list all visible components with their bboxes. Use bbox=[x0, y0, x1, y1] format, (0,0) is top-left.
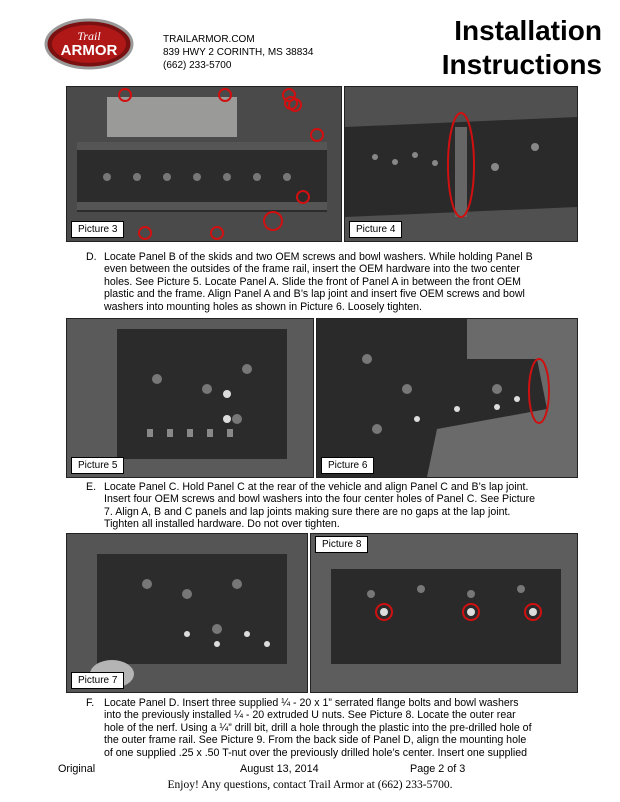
svg-text:Trail: Trail bbox=[77, 29, 101, 43]
picture-5-photo bbox=[66, 318, 314, 478]
company-phone: (662) 233-5700 bbox=[163, 60, 232, 71]
svg-text:ARMOR: ARMOR bbox=[60, 42, 118, 59]
step-f-letter: F. bbox=[86, 697, 95, 709]
step-d bbox=[86, 251, 586, 315]
footer-original: Original bbox=[58, 763, 96, 775]
company-info bbox=[163, 33, 313, 72]
picture-3-caption: Picture 3 bbox=[71, 221, 124, 238]
footer-contact: Enjoy! Any questions, contact Trail Armor at (662) 233-5700. bbox=[167, 779, 453, 791]
step-f-text: Locate Panel D. Insert three supplied ¼ - 20 x 1” serrated flange bolts and bowl washers into the previously installed ¼ - 20 extruded U nuts. See Picture 8. Locate the outer rear hole of the nerf. Using a ¼” drill bit, drill a hole through the plastic into the pre-drilled hole of the outer frame rail. See Picture 9. From the back side of Panel D, align the mounting hole of one supplied .25 x .50 T-nut over the previously drilled hole’s center. Insert one supplied bbox=[104, 697, 532, 759]
picture-7-caption: Picture 7 bbox=[71, 672, 124, 689]
company-website: TRAILARMOR.COM bbox=[163, 34, 255, 45]
picture-8-caption: Picture 8 bbox=[315, 536, 368, 553]
step-f bbox=[86, 697, 586, 761]
step-d-letter: D. bbox=[86, 251, 97, 263]
footer-page: Page 2 of 3 bbox=[410, 763, 466, 775]
company-address: 839 HWY 2 CORINTH, MS 38834 bbox=[163, 47, 314, 58]
picture-7-photo bbox=[66, 533, 308, 693]
trail-armor-logo bbox=[44, 18, 134, 70]
picture-6-photo bbox=[316, 318, 578, 478]
picture-3-photo bbox=[66, 86, 342, 242]
step-e bbox=[86, 481, 586, 533]
picture-6-caption: Picture 6 bbox=[321, 457, 374, 474]
picture-4-caption: Picture 4 bbox=[349, 221, 402, 238]
footer-date: August 13, 2014 bbox=[240, 763, 319, 775]
picture-8-photo bbox=[310, 533, 578, 693]
picture-5-caption: Picture 5 bbox=[71, 457, 124, 474]
step-d-text: Locate Panel B of the skids and two OEM screws and bowl washers. While holding Panel B even between the outsides of the frame rail, insert the OEM hardware into the two center holes. See Picture 5. Locate Panel A. Slide the front of Panel A in between the front OEM plastic and the frame. Align Panel A and B’s lap joint and insert five OEM screws and bowl washers into mounting holes as shown in Picture 6. Loosely tighten. bbox=[104, 251, 533, 313]
picture-4-photo bbox=[344, 86, 578, 242]
step-e-text: Locate Panel C. Hold Panel C at the rear of the vehicle and align Panel C and B’s lap joint. Insert four OEM screws and bowl washers into the four center holes of Panel C. See Picture 7. Align A, B and C panels and lap joints making sure there are no gaps at the lap joint. Tighten all installed hardware. Do not over tighten. bbox=[104, 481, 536, 531]
step-e-letter: E. bbox=[86, 481, 97, 493]
page-title: Installation Instructions bbox=[441, 15, 602, 80]
